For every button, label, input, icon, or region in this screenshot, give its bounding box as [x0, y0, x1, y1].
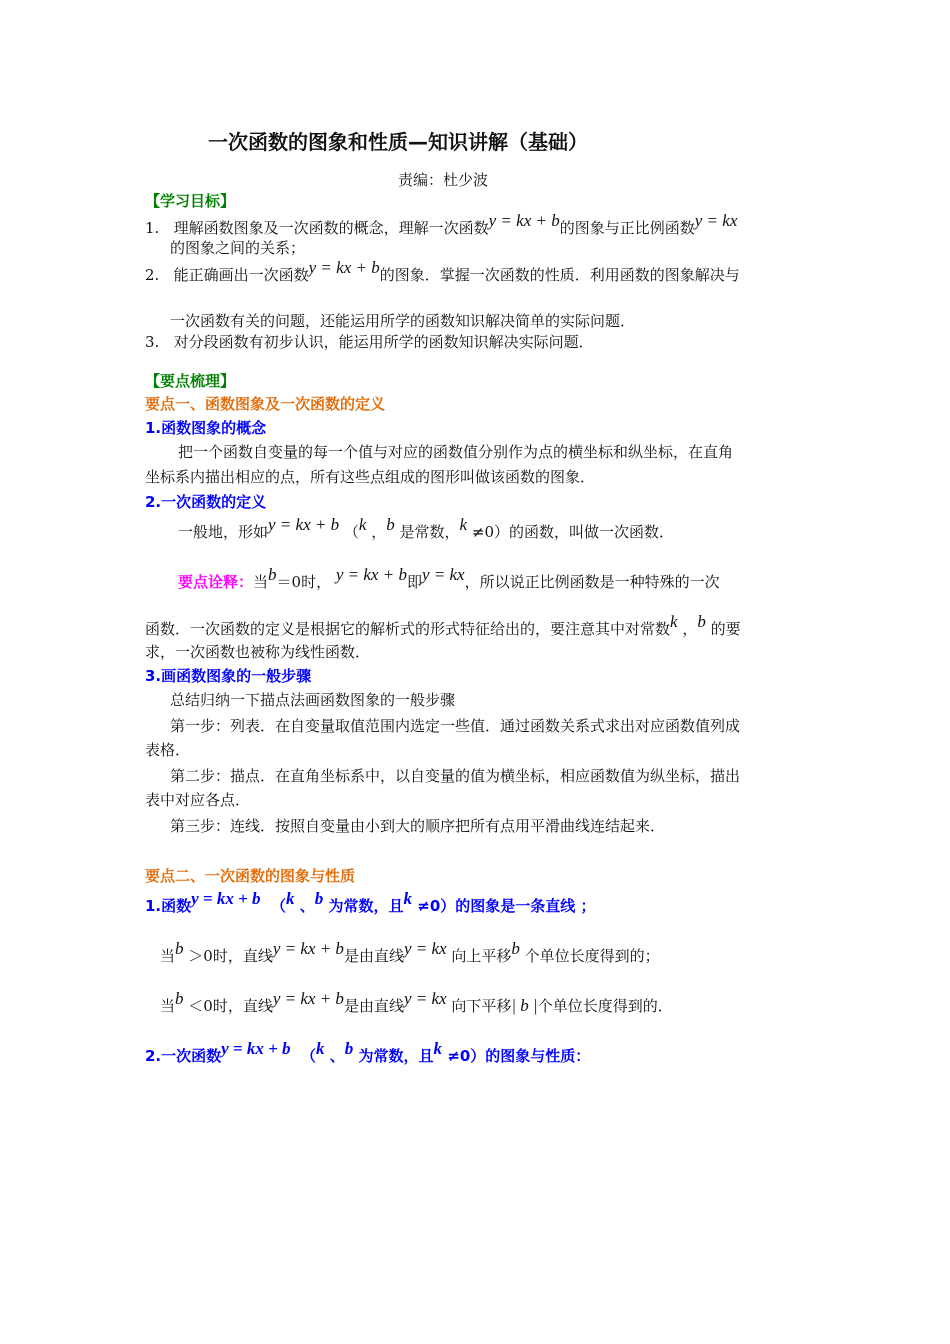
math-linear: y = kx + b	[191, 889, 261, 908]
point-1-heading: 要点一、函数图象及一次函数的定义	[145, 395, 386, 413]
objective-1-line-1: 1. 理解函数图象及一次函数的概念，理解一次函数y = kx + b的图象与正比例函数y = kx	[145, 211, 738, 237]
math-linear: y = kx + b	[272, 989, 344, 1008]
math-linear: y = kx + b	[221, 1039, 291, 1058]
topic-2-heading: 2.一次函数y = kx + b （k 、b 为常数，且k ≠0）的图象与性质：	[145, 1039, 591, 1065]
point-2-heading: 要点二、一次函数的图象与性质	[145, 867, 356, 885]
case-b-positive: 当b ＞0时，直线y = kx + b是由直线y = kx 向上平移b 个单位长度得到的；	[160, 939, 660, 965]
math-linear: y = kx + b	[335, 565, 407, 584]
objective-3: 3. 对分段函数有初步认识，能运用所学的函数知识解决实际问题．	[145, 333, 594, 351]
section-1-line-2: 坐标系内描出相应的点，所有这些点组成的图形叫做该函数的图象．	[145, 468, 596, 486]
math-linear: y = kx + b	[272, 939, 344, 958]
step-2-line-2: 表中对应各点．	[145, 791, 251, 809]
math-linear: y = kx + b	[488, 211, 560, 230]
section-3-heading: 3.画函数图象的一般步骤	[145, 667, 312, 685]
page-title: 一次函数的图象和性质—知识讲解（基础）	[208, 130, 588, 154]
section-3-intro: 总结归纳一下描点法画函数图象的一般步骤	[170, 691, 456, 709]
note-line-2: 函数．一次函数的定义是根据它的解析式的形式特征给出的，要注意其中对常数k ，b 的要	[145, 612, 741, 638]
step-2-line-1: 第二步：描点．在直角坐标系中，以自变量的值为横坐标，相应函数值为纵坐标，描出	[170, 767, 741, 785]
math-proportional: y = kx	[694, 211, 738, 230]
math-proportional: y = kx	[403, 939, 447, 958]
topic-1-heading: 1.函数y = kx + b （k 、b 为常数，且k ≠0）的图象是一条直线 ；	[145, 889, 596, 915]
note-label: 要点诠释：	[178, 573, 254, 591]
case-b-negative: 当b ＜0时，直线y = kx + b是由直线y = kx 向下平移| b |个单位长度得到的．	[160, 989, 673, 1015]
math-abs-b: | b |	[511, 996, 538, 1015]
keypoints-heading: 【要点梳理】	[145, 372, 236, 390]
step-3: 第三步：连线．按照自变量由小到大的顺序把所有点用平滑曲线连结起来．	[170, 817, 666, 835]
objective-2-line-2: 一次函数有关的问题，还能运用所学的函数知识解决简单的实际问题．	[170, 312, 636, 330]
math-linear: y = kx + b	[268, 515, 340, 534]
step-1-line-2: 表格．	[145, 741, 191, 759]
editor-line: 责编：杜少波	[398, 171, 489, 189]
math-proportional: y = kx	[403, 989, 447, 1008]
section-2-definition: 一般地，形如y = kx + b （k ，b 是常数，k ≠0）的函数，叫做一次函数．	[178, 515, 674, 541]
section-1-heading: 1.函数图象的概念	[145, 419, 267, 437]
section-1-line-1: 把一个函数自变量的每一个值与对应的函数值分别作为点的横坐标和纵坐标，在直角	[178, 443, 734, 461]
objectives-heading: 【学习目标】	[145, 192, 236, 210]
step-1-line-1: 第一步：列表．在自变量取值范围内选定一些值．通过函数关系式求出对应函数值列成	[170, 717, 741, 735]
section-2-heading: 2.一次函数的定义	[145, 493, 267, 511]
objective-2-line-1: 2. 能正确画出一次函数y = kx + b的图象．掌握一次函数的性质．利用函数的图象解决与	[145, 258, 740, 284]
objective-1-line-2: 的图象之间的关系；	[170, 239, 306, 257]
note-line-1: 要点诠释：当b＝0时， y = kx + b即y = kx，所以说正比例函数是一种特殊的一次	[178, 565, 720, 591]
math-linear: y = kx + b	[308, 258, 380, 277]
note-line-3: 求，一次函数也被称为线性函数．	[145, 643, 371, 661]
math-proportional: y = kx	[421, 565, 465, 584]
